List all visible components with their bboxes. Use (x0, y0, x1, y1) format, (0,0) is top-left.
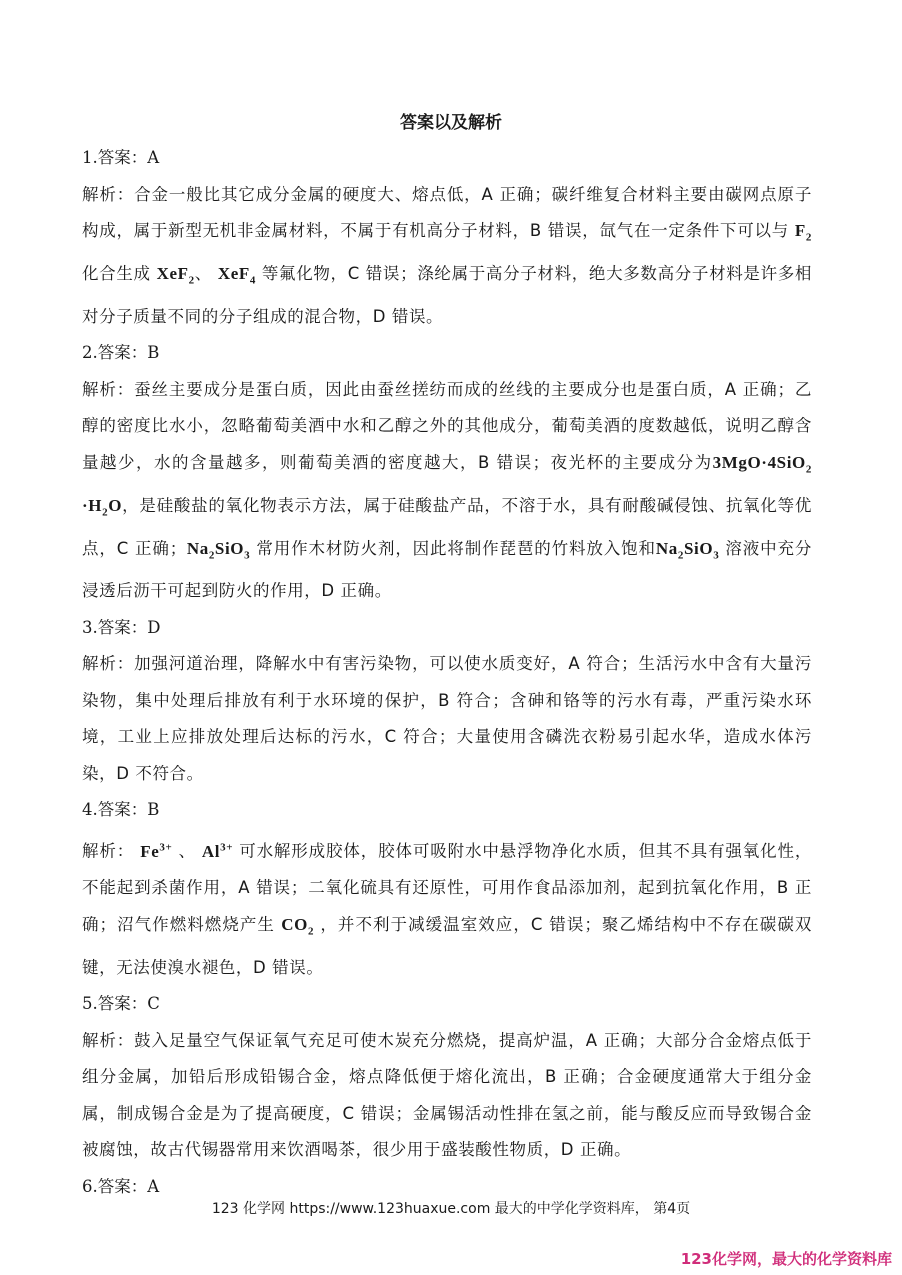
ion-fe3: $Fe^{3+}$ (140, 840, 173, 861)
q4-text-2: 、 (172, 841, 202, 861)
q4-answer: 4.答案：B (82, 800, 160, 820)
q1-text-2: 化合生成 (82, 263, 157, 283)
page-title: 答案以及解析 (400, 113, 502, 133)
q2-text-4: 溶液中充分浸透后沥干可起到防火的作用，D 正确。 (82, 538, 812, 601)
q1-explanation (82, 177, 812, 336)
formula-na2sio3: $Na_2SiO_3$ (186, 538, 251, 561)
page-footer: 123 化学网 https://www.123huaxue.com 最大的中学化学资料库， 第4页 (211, 1201, 691, 1217)
q1-text-4: 等氟化物，C 错误；涤纶属于高分子材料，绝大多数高分子材料是许多相对分子质量不同的分子组成的混合物，D 错误。 (82, 263, 812, 326)
q2-text-2: ，是硅酸盐的氧化物表示方法，属于硅酸盐产品，不溶于水，具有耐酸碱侵蚀、抗氧化等优点，C 正确； (82, 495, 812, 558)
q5-explanation: 解析：鼓入足量空气保证氧气充足可使木炭充分燃烧，提高炉温，A 正确；大部分合金熔点低于组分金属，加铅后形成铅锡合金，熔点降低便于熔化流出，B 正确；合金硬度通常大于组分金属，制成锡合金是为了提高硬度，C 错误；金属锡活动性排在氢之前，能与酸反应而导致锡合金被腐蚀，故古代锡器常用来饮酒喝茶，很少用于盛装酸性物质，D 正确。 (82, 1030, 812, 1159)
site-watermark: 123化学网，最大的化学资料库 (680, 1250, 892, 1268)
q4-text-4: ，并不利于减缓温室效应，C 错误；聚乙烯结构中不存在碳碳双键，无法使溴水褪色，D 错误。 (82, 914, 812, 977)
formula-xef2: XeF$_2$ (156, 263, 195, 287)
q2-text-3: 常用作木材防火剂，因此将制作琵琶的竹料放入饱和 (250, 538, 656, 558)
q5-answer: 5.答案：C (82, 994, 160, 1013)
q4-explanation (82, 829, 812, 986)
formula-na2sio3-2: $Na_2SiO_3$ (655, 538, 720, 561)
formula-f2: $F_2$ (794, 221, 812, 244)
q6-answer: 6.答案：A (82, 1176, 160, 1196)
q3-explanation: 解析：加强河道治理，降解水中有害污染物，可以使水质变好，A 符合；生活污水中含有大量污染物，集中处理后排放有利于水环境的保护，B 符合；含砷和铬等的污水有毒，严重污染水环境，工业上应排放处理后达标的污水，C 符合；大量使用含磷洗衣粉易引起水华，造成水体污染，D 不符合。 (82, 654, 812, 783)
q4-text-1: 解析： (82, 841, 141, 861)
q2-answer: 2.答案：B (82, 343, 160, 363)
q1-text-3: 、 (194, 263, 218, 283)
q4-text-3: 可水解形成胶体，胶体可吸附水中悬浮物净化水质，但其不具有强氧化性，不能起到杀菌作用，A 错误；二氧化硫具有还原性，可用作食品添加剂，起到抗氧化作用，B 正确；沼气作燃料燃烧产生 (82, 841, 812, 934)
formula-silicate: $3MgO\cdot 4SiO_2 \cdot H_2O$ (82, 452, 812, 519)
formula-co2: $CO_2$ (281, 914, 315, 937)
formula-xef4: XeF$_4$ (217, 263, 256, 287)
q3-answer: 3.答案：D (82, 617, 161, 637)
answer-content (82, 140, 812, 1205)
ion-al3: $Al^{3+}$ (201, 840, 234, 861)
q2-text-1: 解析：蚕丝主要成分是蛋白质，因此由蚕丝搓纺而成的丝线的主要成分也是蛋白质，A 正确；乙醇的密度比水小，忽略葡萄美酒中水和乙醇之外的其他成分，葡萄美酒的度数越低，说明乙醇含量越少，水的含量越多，则葡萄美酒的密度越大，B 错误；夜光杯的主要成分为 (82, 379, 812, 472)
q2-explanation (82, 372, 812, 610)
q1-answer: 1.答案：A (82, 148, 160, 167)
q1-text-1: 解析：合金一般比其它成分金属的硬度大、熔点低，A 正确；碳纤维复合材料主要由碳网点原子构成，属于新型无机非金属材料，不属于有机高分子材料，B 错误，氙气在一定条件下可以与 (82, 184, 812, 240)
